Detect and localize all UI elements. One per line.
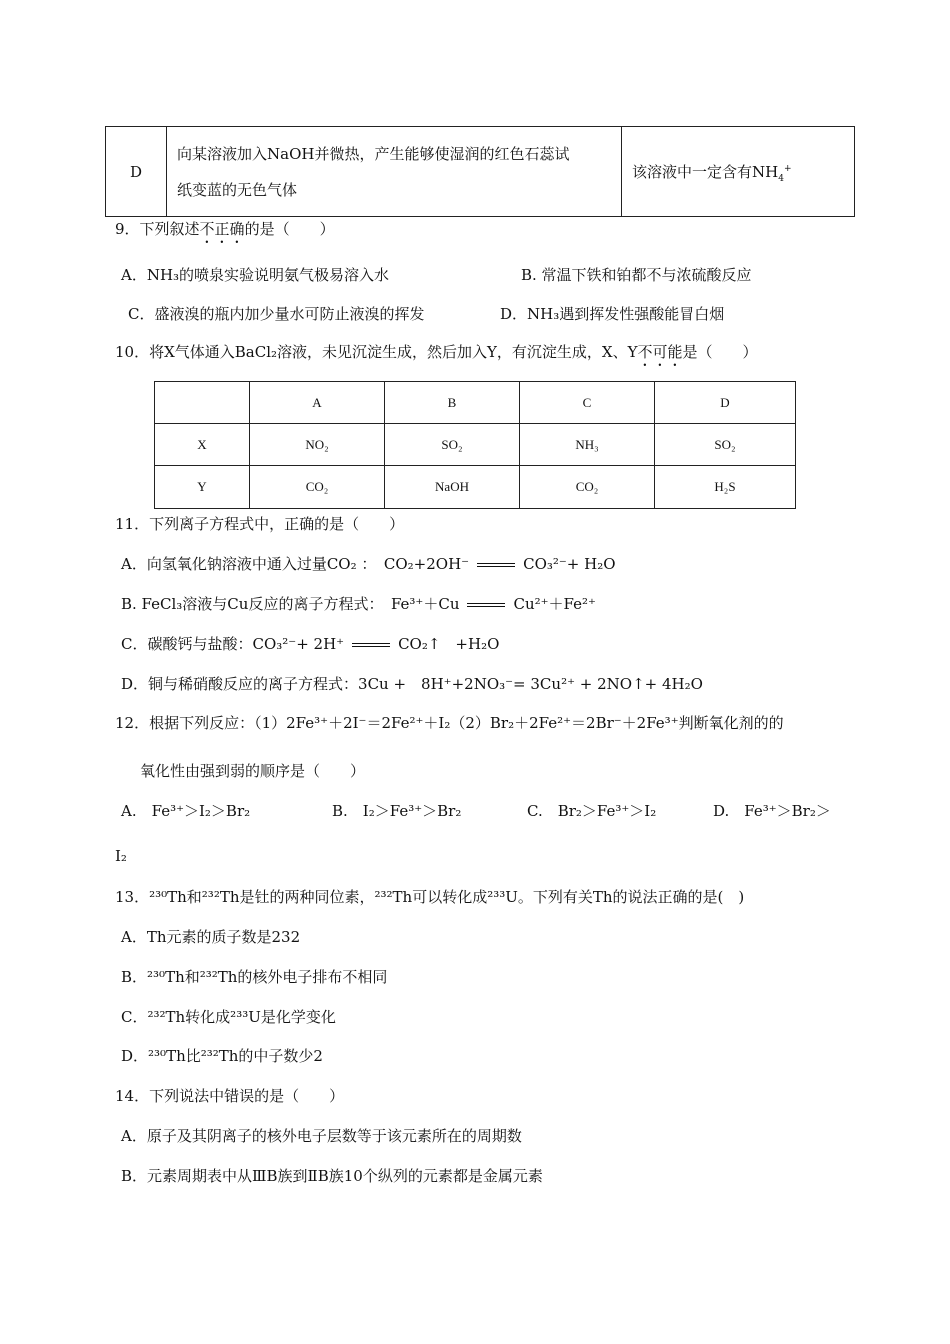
q9-option-a: A．NH₃的喷泉实验说明氨气极易溶入水 bbox=[121, 266, 390, 284]
q12-option-a: A. Fe³⁺＞I₂＞Br₂ bbox=[121, 802, 251, 820]
q12-stem-line-2: 氧化性由强到弱的顺序是（ ） bbox=[140, 762, 366, 780]
q12-option-d-wrap: I₂ bbox=[115, 847, 127, 865]
q10-header-row bbox=[155, 382, 796, 424]
q11-option-b bbox=[121, 593, 596, 614]
q11-a-right: CO₃²⁻+ H₂O bbox=[523, 555, 616, 573]
q13-option-a: A．Th元素的质子数是232 bbox=[121, 928, 301, 946]
q13-stem: 13．²³⁰Th和²³²Th是钍的两种同位素，²³²Th可以转化成²³³U。下列有关Th的说法正确的是( ) bbox=[115, 888, 745, 906]
q14-option-a: A．原子及其阴离子的核外电子层数等于该元素所在的周期数 bbox=[121, 1127, 522, 1145]
table-row bbox=[155, 424, 796, 466]
q10-stem-suffix: 是（ ） bbox=[682, 343, 758, 361]
table-cell: CO₂ bbox=[250, 466, 385, 509]
table-cell: Y bbox=[155, 466, 250, 509]
option-label-cell bbox=[106, 127, 167, 217]
q12-stem-line-1: 12．根据下列反应：（1）2Fe³⁺＋2I⁻＝2Fe²⁺＋I₂（2）Br₂＋2Fe²⁺＝2Br⁻＋2Fe³⁺判断氧化剂的的 bbox=[115, 714, 784, 732]
q9-stem-suffix: 的是（ ） bbox=[244, 220, 335, 238]
q9-option-c: C．盛液溴的瓶内加少量水可防止液溴的挥发 bbox=[128, 305, 425, 323]
q14-stem: 14．下列说法中错误的是（ ） bbox=[115, 1087, 345, 1105]
q10-stem bbox=[115, 341, 758, 370]
table-cell: CO₂ bbox=[520, 466, 655, 509]
q11-b-right: Cu²⁺＋Fe²⁺ bbox=[513, 595, 596, 613]
q11-c-right: CO₂↑ +H₂O bbox=[398, 635, 500, 653]
table-row bbox=[155, 466, 796, 509]
table-cell: X bbox=[155, 424, 250, 466]
q12-option-d: D. Fe³⁺＞Br₂＞ bbox=[713, 802, 831, 820]
q12-option-b: B. I₂＞Fe³⁺＞Br₂ bbox=[332, 802, 462, 820]
q9-option-b: B. 常温下铁和铂都不与浓硫酸反应 bbox=[521, 266, 752, 284]
equals-arrow-icon bbox=[477, 563, 515, 567]
q9-option-d: D．NH₃遇到挥发性强酸能冒白烟 bbox=[500, 305, 725, 323]
equals-arrow-icon bbox=[467, 603, 505, 607]
q13-option-b: B．²³⁰Th和²³²Th的核外电子排布不相同 bbox=[121, 968, 388, 986]
table-cell: SO₂ bbox=[655, 424, 796, 466]
q11-option-a bbox=[121, 553, 616, 574]
q10-table bbox=[154, 381, 796, 509]
q10-stem-emphasis: 不可能 bbox=[637, 343, 683, 361]
conclusion-sub: 4 bbox=[778, 174, 784, 184]
q10-header-cell bbox=[155, 382, 250, 424]
q11-option-d: D．铜与稀硝酸反应的离子方程式：3Cu + 8H⁺+2NO₃⁻= 3Cu²⁺ + 2NO↑+ 4H₂O bbox=[121, 675, 703, 693]
q11-stem: 11．下列离子方程式中，正确的是（ ） bbox=[115, 515, 405, 533]
q9-stem bbox=[115, 218, 335, 247]
option-label: D bbox=[129, 162, 143, 181]
table-cell: NO₂ bbox=[250, 424, 385, 466]
q11-c-left: C．碳酸钙与盐酸：CO₃²⁻+ 2H⁺ bbox=[121, 635, 345, 653]
q14-option-b: B．元素周期表中从ⅢB族到ⅡB族10个纵列的元素都是金属元素 bbox=[121, 1167, 543, 1185]
q13-option-c: C．²³²Th转化成²³³U是化学变化 bbox=[121, 1008, 336, 1026]
q9-stem-emphasis: 不正确 bbox=[199, 220, 245, 238]
table-cell: NH₃ bbox=[520, 424, 655, 466]
q10-header-cell: B bbox=[385, 382, 520, 424]
q10-header-cell: A bbox=[250, 382, 385, 424]
q11-b-left: B. FeCl₃溶液与Cu反应的离子方程式： Fe³⁺＋Cu bbox=[121, 595, 460, 613]
q10-header-cell: D bbox=[655, 382, 796, 424]
q11-option-c bbox=[121, 633, 499, 654]
table-cell: SO₂ bbox=[385, 424, 520, 466]
experiment-line-2: 纸变蓝的无色气体 bbox=[177, 180, 298, 199]
q10-header-cell: C bbox=[520, 382, 655, 424]
conclusion-cell bbox=[622, 127, 855, 217]
q13-option-d: D．²³⁰Th比²³²Th的中子数少2 bbox=[121, 1047, 323, 1065]
experiment-line-1: 向某溶液加入NaOH并微热，产生能够使湿润的红色石蕊试 bbox=[177, 144, 570, 163]
q9-stem-prefix: 9．下列叙述 bbox=[115, 220, 200, 238]
option-d-table bbox=[105, 126, 855, 217]
q11-a-left: A．向氢氧化钠溶液中通入过量CO₂ ： CO₂+2OH⁻ bbox=[121, 555, 470, 573]
conclusion-text: 该溶液中一定含有NH bbox=[632, 163, 779, 181]
conclusion-sup: + bbox=[783, 164, 792, 174]
q10-stem-prefix: 10．将X气体通入BaCl₂溶液，未见沉淀生成，然后加入Y，有沉淀生成，X、Y bbox=[115, 343, 638, 361]
equals-arrow-icon bbox=[352, 643, 390, 647]
table-cell: NaOH bbox=[385, 466, 520, 509]
experiment-cell bbox=[167, 127, 622, 217]
q12-option-c: C. Br₂＞Fe³⁺＞I₂ bbox=[527, 802, 657, 820]
table-cell: H₂S bbox=[655, 466, 796, 509]
